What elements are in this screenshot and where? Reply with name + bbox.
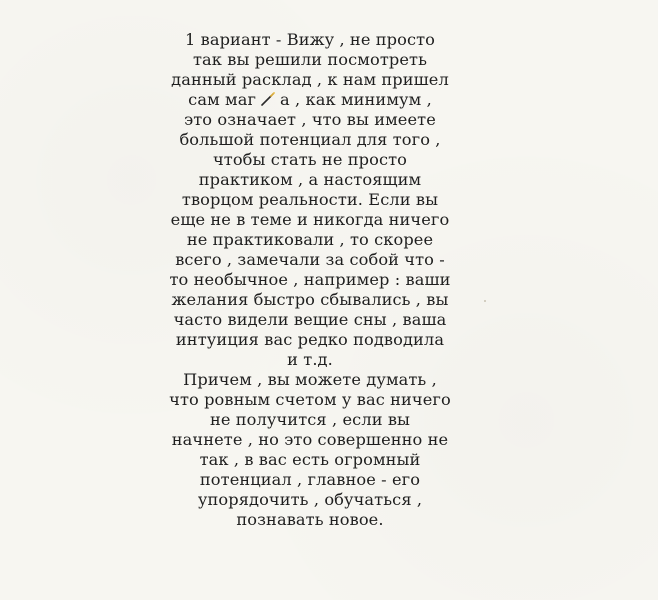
magic-wand-icon [260,91,276,105]
text-segment: а , как минимум , [280,90,432,109]
text-line: упорядочить , обучаться , [197,490,423,509]
text-line: еще не в теме и никогда ничего [170,210,450,229]
text-segment: сам маг [188,90,257,109]
text-line: что ровным счетом у вас ничего [169,390,451,409]
text-line: это означает , что вы имеете [184,110,436,129]
text-line: и т.д. [287,350,333,369]
text-line: интуиция вас редко подводила [175,330,445,349]
text-line: так вы решили посмотреть [192,50,427,69]
text-line: чтобы стать не просто [212,150,408,169]
text-line: большой потенциал для того , [179,130,441,149]
document-text [150,30,470,530]
text-line: Причем , вы можете думать , [183,370,437,389]
text-line: желания быстро сбывались , вы [171,290,449,309]
text-line: не получится , если вы [209,410,411,429]
text-line: творцом реальности. Если вы [181,190,439,209]
text-line: данный расклад , к нам пришел [171,70,449,89]
text-line: часто видели вещие сны , ваша [173,310,447,329]
text-line: всего , замечали за собой что - [175,250,445,269]
paper-speck [484,300,486,302]
text-line: 1 вариант - Вижу , не просто [184,30,436,49]
text-line: начнете , но это совершенно не [171,430,449,449]
text-line: познавать новое. [236,510,384,529]
text-line-with-icon [150,90,470,110]
text-line: практиком , а настоящим [198,170,422,189]
text-line: не практиковали , то скорее [186,230,434,249]
text-line: так , в вас есть огромный [199,450,421,469]
text-line: потенциал , главное - его [199,470,421,489]
text-line: то необычное , например : ваши [169,270,451,289]
